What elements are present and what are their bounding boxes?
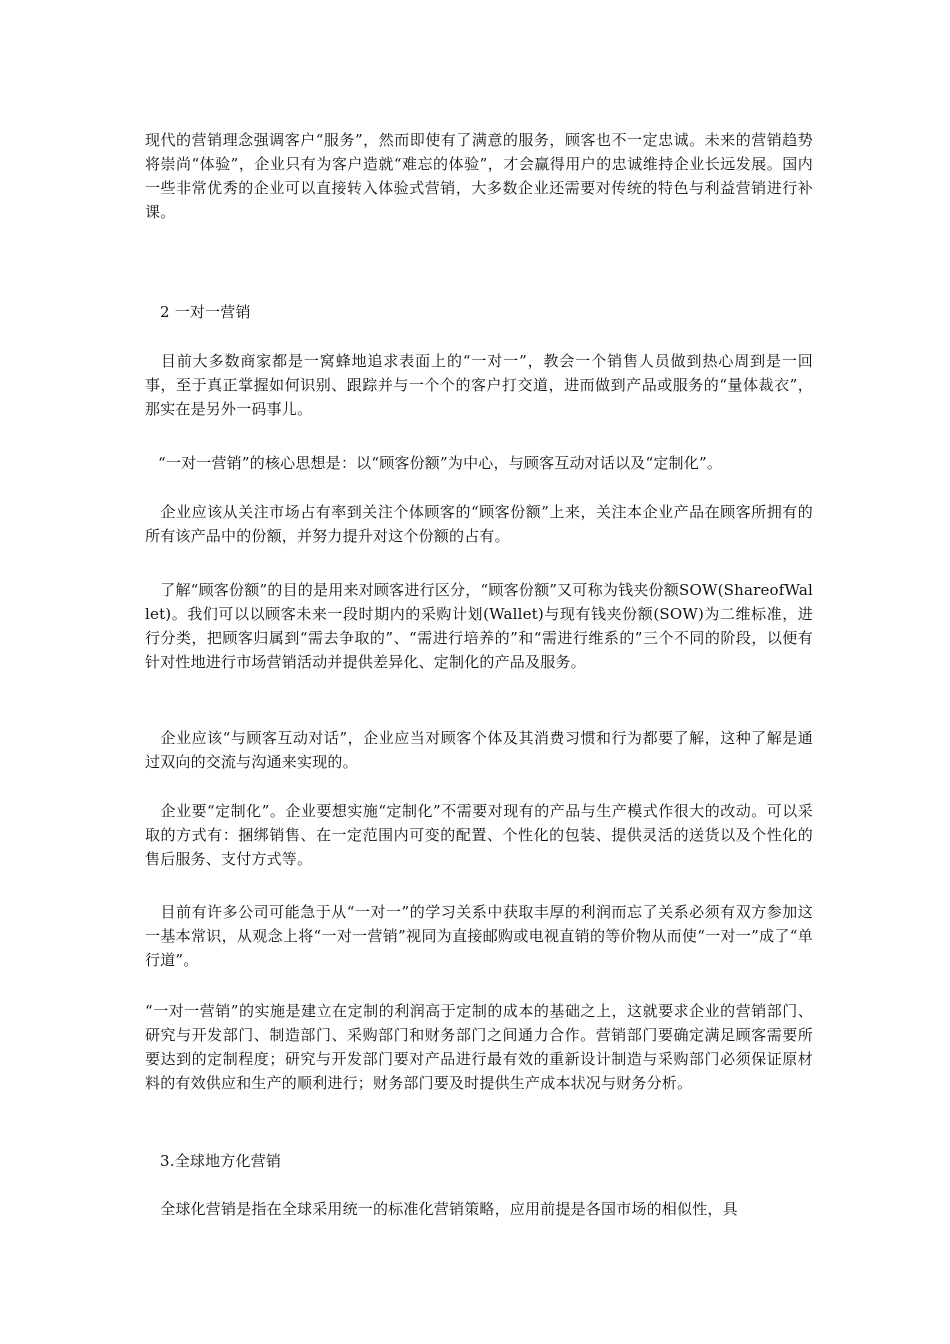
paragraph-3: 企业应该从关注市场占有率到关注个体顾客的“顾客份额”上来，关注本企业产品在顾客所拥有的所有该产品中的份额，并努力提升对这个份额的占有。 [145, 503, 813, 545]
paragraph-8: “一对一营销”的实施是建立在定制的利润高于定制的成本的基础之上，这就要求企业的营销部门、研究与开发部门、制造部门、采购部门和财务部门之间通力合作。营销部门要确定满足顾客需要所要达到的定制程度；研究与开发部门要对产品进行最有效的重新设计制造与采购部门必须保证原材料的有效供应和生产的顺利进行；财务部门要及时提供生产成本状况与财务分析。 [145, 1002, 813, 1092]
section-2-heading: 2 一对一营销 [160, 303, 251, 321]
intro-paragraph: 现代的营销理念强调客户“服务”，然而即使有了满意的服务，顾客也不一定忠诚。未来的营销趋势将崇尚“体验”，企业只有为客户造就“难忘的体验”，才会赢得用户的忠诚维持企业长远发展。国内一些非常优秀的企业可以直接转入体验式营销，大多数企业还需要对传统的特色与利益营销进行补课。 [145, 131, 813, 221]
paragraph-6: 企业要“定制化”。企业要想实施“定制化”不需要对现有的产品与生产模式作很大的改动。可以采取的方式有：捆绑销售、在一定范围内可变的配置、个性化的包装、提供灵活的送货以及个性化的售后服务、支付方式等。 [145, 802, 813, 868]
section-3-heading: 3.全球地方化营销 [160, 1152, 282, 1170]
paragraph-1: 目前大多数商家都是一窝蜂地追求表面上的“一对一”，教会一个销售人员做到热心周到是一回事，至于真正掌握如何识别、跟踪并与一个个的客户打交道，进而做到产品或服务的“量体裁衣”，那实在是另外一码事儿。 [145, 352, 813, 418]
paragraph-4: 了解“顾客份额”的目的是用来对顾客进行区分，“顾客份额”又可称为钱夹份额SOW(ShareofWallet)。我们可以以顾客未来一段时期内的采购计划(Wallet)与现有钱夹份额(SOW)为二维标准，进行分类，把顾客归属到“需去争取的”、“需进行培养的”和“需进行维系的”三个不同的阶段，以便有针对性地进行市场营销活动并提供差异化、定制化的产品及服务。 [145, 581, 813, 671]
paragraph-2: “一对一营销”的核心思想是：以“顾客份额”为中心，与顾客互动对话以及“定制化”。 [158, 454, 723, 472]
paragraph-7: 目前有许多公司可能急于从“一对一”的学习关系中获取丰厚的利润而忘了关系必须有双方参加这一基本常识，从观念上将“一对一营销”视同为直接邮购或电视直销的等价物从而使“一对一”成了“单行道”。 [145, 903, 813, 969]
paragraph-9: 全球化营销是指在全球采用统一的标准化营销策略，应用前提是各国市场的相似性，具 [145, 1200, 738, 1218]
paragraph-5: 企业应该“与顾客互动对话”，企业应当对顾客个体及其消费习惯和行为都要了解，这种了解是通过双向的交流与沟通来实现的。 [145, 729, 813, 771]
